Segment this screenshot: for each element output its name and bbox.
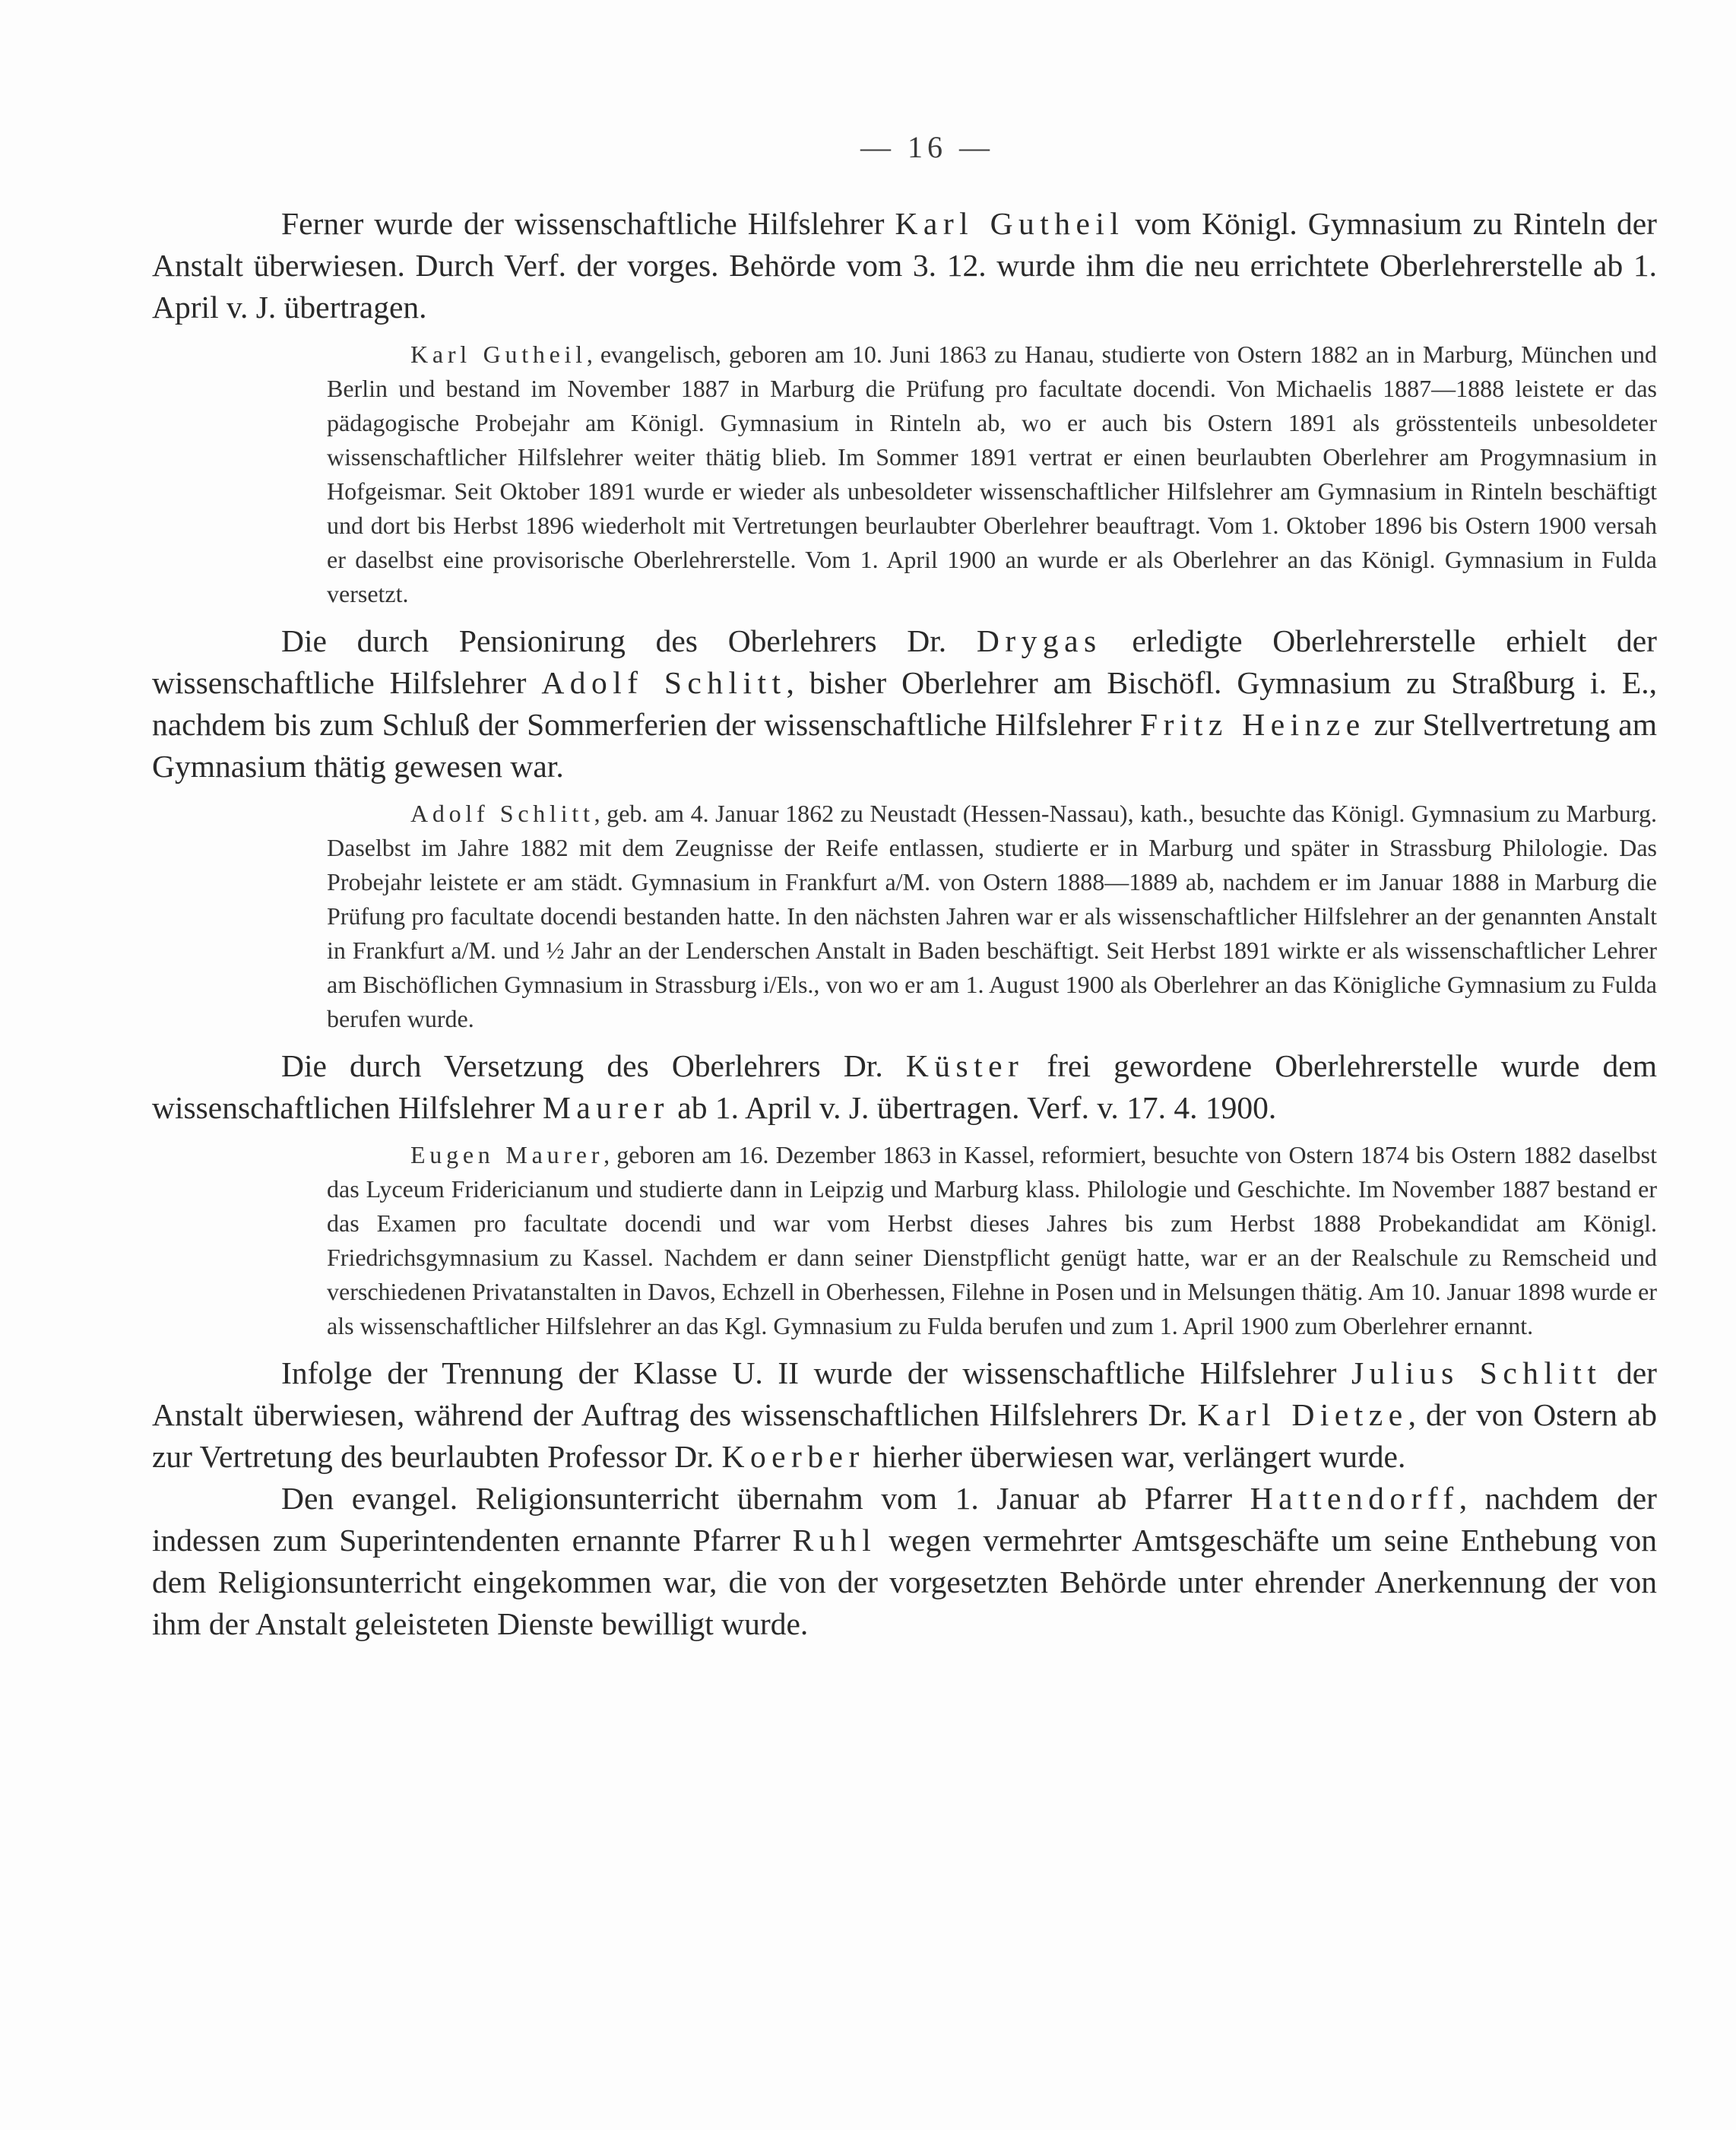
- text-run: zur Stellvertretung am Gymnasium thätig gewesen war.: [152, 707, 1657, 784]
- spaced-name: Ruhl: [792, 1523, 877, 1558]
- spaced-name: Adolf Schlitt: [541, 665, 787, 700]
- paragraph-p4: [152, 797, 1657, 1036]
- paragraph-p3: [152, 620, 1657, 788]
- text-run: wegen vermehrter Amtsgeschäfte um seine Enthebung von dem Religionsunterricht eingekommen war, die von der vorgesetzten Behörde unter ehrender Anerkennung der von ihm der Anstalt geleisteten Dienste bewilligt wurde.: [152, 1523, 1657, 1641]
- spaced-name: Maurer: [542, 1090, 670, 1125]
- text-run: , evangelisch, geboren am 10. Juni 1863 zu Hanau, studierte von Ostern 1882 an in Marburg, München und Berlin und bestand im November 1887 in Marburg die Prüfung pro facultate docendi. Von Michaelis 1887—1888 leistete er das pädagogische Probejahr am Königl. Gymnasium in Rinteln ab, wo er auch bis Ostern 1891 als grösstenteils unbesoldeter wissenschaftlicher Hilfslehrer weiter thätig blieb. Im Sommer 1891 vertrat er einen beurlaubten Oberlehrer am Progymnasium in Hofgeismar. Seit Oktober 1891 wurde er wieder als unbesoldeter wissenschaftlicher Hilfslehrer am Gymnasium in Rinteln beschäftigt und dort bis Herbst 1896 wiederholt mit Vertretungen beurlaubter Oberlehrer beauftragt. Vom 1. Oktober 1896 bis Ostern 1900 versah er daselbst eine provisorische Oberlehrerstelle. Vom 1. April 1900 an wurde er als Oberlehrer an das Königl. Gymnasium in Fulda versetzt.: [327, 341, 1657, 607]
- text-run: erledigte Oberlehrerstelle erhielt der wissenschaftliche Hilfslehrer: [152, 623, 1657, 700]
- spaced-name: Fritz Heinze: [1140, 707, 1366, 742]
- text-run: , geb. am 4. Januar 1862 zu Neustadt (Hessen-Nassau), kath., besuchte das Königl. Gymnasium zu Marburg. Daselbst im Jahre 1882 mit dem Zeugnisse der Reife entlassen, studierte er in Marburg und später in Strassburg Philologie. Das Probejahr leistete er am städt. Gymnasium in Frankfurt a/M. von Ostern 1888—1889 ab, nachdem er im Januar 1888 in Marburg die Prüfung pro facultate docendi bestanden hatte. In den nächsten Jahren war er als wissenschaftlicher Hilfslehrer an der genannten Anstalt in Frankfurt a/M. und ½ Jahr an der Lenderschen Anstalt in Baden beschäftigt. Seit Herbst 1891 wirkte er als wissenschaftlicher Lehrer am Bischöflichen Gymnasium in Strassburg i/Els., von wo er am 1. August 1900 als Oberlehrer an das Königliche Gymnasium zu Fulda berufen wurde.: [327, 800, 1658, 1032]
- paragraph-p7: [152, 1352, 1657, 1478]
- text-run: Den evangel. Religionsunterricht übernahm vom 1. Januar ab Pfarrer: [281, 1481, 1250, 1516]
- text-run: Die durch Pensionirung des Oberlehrers Dr.: [281, 623, 977, 658]
- spaced-name: Drygas: [976, 623, 1102, 658]
- text-run: Die durch Versetzung des Oberlehrers Dr.: [281, 1048, 906, 1083]
- paragraph-p2: [152, 338, 1657, 611]
- spaced-name: Karl Dietze: [1197, 1397, 1408, 1432]
- spaced-name: Adolf Schlitt: [410, 800, 594, 827]
- text-run: vom Königl. Gymnasium zu Rinteln der Anstalt überwiesen. Durch Verf. der vorges. Behörde vom 3. 12. wurde ihm die neu errichtete Oberlehrerstelle ab 1. April v. J. übertragen.: [152, 206, 1658, 325]
- spaced-name: Julius Schlitt: [1351, 1355, 1602, 1390]
- text-run: frei gewordene Oberlehrerstelle wurde dem wissenschaftlichen Hilfslehrer: [152, 1048, 1657, 1125]
- text-run: der Anstalt überwiesen, während der Auftrag des wissenschaftlichen Hilfslehrers Dr.: [152, 1355, 1657, 1432]
- spaced-name: Küster: [905, 1048, 1025, 1083]
- spaced-name: Karl Gutheil: [895, 206, 1125, 241]
- text-run: , der von Ostern ab zur Vertretung des beurlaubten Professor Dr.: [152, 1397, 1657, 1474]
- text-run: hierher überwiesen war, verlängert wurde.: [864, 1439, 1406, 1474]
- paragraph-p8: [152, 1478, 1657, 1645]
- text-run: , geboren am 16. Dezember 1863 in Kassel, reformiert, besuchte von Ostern 1874 bis Ostern 1882 daselbst das Lyceum Fridericianum und studierte dann in Leipzig und Marburg klass. Philologie und Geschichte. Im November 1887 bestand er das Examen pro facultate docendi und war vom Herbst dieses Jahres bis zum Herbst 1888 Probekandidat am Königl. Friedrichsgymnasium zu Kassel. Nachdem er dann seiner Dienstpflicht genügt hatte, war er an der Realschule zu Remscheid und verschiedenen Privatanstalten in Davos, Echzell in Oberhessen, Filehne in Posen und in Melsungen thätig. Am 10. Januar 1898 wurde er als wissenschaftlicher Hilfslehrer an das Kgl. Gymnasium zu Fulda berufen und zum 1. April 1900 zum Oberlehrer ernannt.: [327, 1141, 1657, 1339]
- document-page: [152, 129, 1657, 1645]
- paragraph-p5: [152, 1045, 1657, 1129]
- text-run: Infolge der Trennung der Klasse U. II wurde der wissenschaftliche Hilfslehrer: [281, 1355, 1352, 1390]
- text-run: , nachdem der indessen zum Superintendenten ernannte Pfarrer: [152, 1481, 1657, 1558]
- paragraph-p1: [152, 203, 1657, 328]
- text-run: , bisher Oberlehrer am Bischöfl. Gymnasium zu Straßburg i. E., nachdem bis zum Schluß der Sommerferien der wissenschaftliche Hilfslehrer: [152, 665, 1657, 742]
- text-run: Ferner wurde der wissenschaftliche Hilfslehrer: [281, 206, 895, 241]
- spaced-name: Koerber: [721, 1439, 865, 1474]
- page-number: — 16 —: [860, 130, 994, 164]
- spaced-name: Hattendorff: [1250, 1481, 1459, 1516]
- body-text: [152, 203, 1657, 1645]
- spaced-name: Eugen Maurer: [410, 1141, 604, 1168]
- spaced-name: Karl Gutheil: [410, 341, 587, 368]
- text-run: ab 1. April v. J. übertragen. Verf. v. 17. 4. 1900.: [669, 1090, 1277, 1125]
- paragraph-p6: [152, 1138, 1657, 1343]
